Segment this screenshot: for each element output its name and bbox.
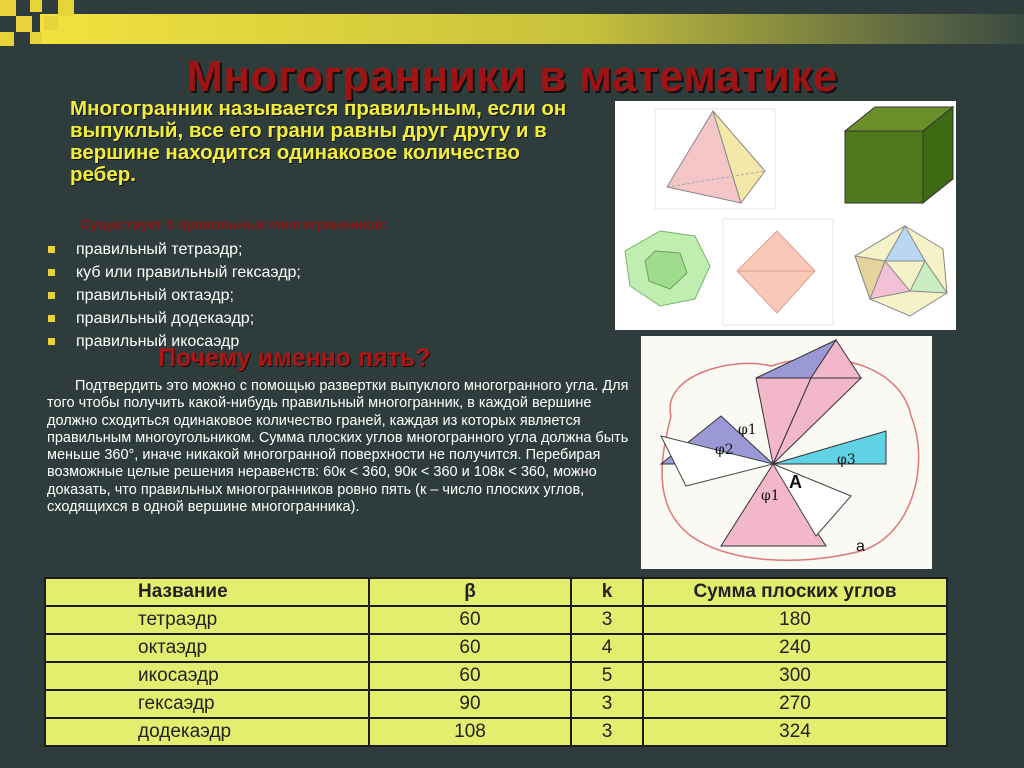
exists-heading: Существует 5 правильных многогранников: bbox=[80, 216, 388, 232]
tetrahedron-icon bbox=[655, 109, 775, 209]
why-heading: Почему именно пять? bbox=[158, 344, 431, 372]
polyhedra-image bbox=[615, 101, 956, 330]
diagram-caption: a bbox=[856, 538, 865, 555]
definition-text: Многогранник называется правильным, если он выпуклый, все его грани равны друг другу и в вершине находится одинаковое количество ребер. bbox=[70, 97, 567, 186]
list-item-label: правильный тетраэдр; bbox=[76, 241, 243, 258]
list-item bbox=[46, 284, 301, 307]
list-item bbox=[46, 261, 301, 284]
phi3-label: φ3 bbox=[837, 452, 856, 468]
cell-sum: 180 bbox=[643, 606, 947, 634]
cell-k: 4 bbox=[571, 634, 643, 662]
cell-sum: 324 bbox=[643, 718, 947, 746]
cell-beta: 60 bbox=[369, 634, 571, 662]
table-row bbox=[45, 634, 947, 662]
cell-name: икосаэдр bbox=[45, 662, 369, 690]
cell-k: 3 bbox=[571, 718, 643, 746]
cell-sum: 270 bbox=[643, 690, 947, 718]
phi1-label: φ1 bbox=[738, 422, 757, 438]
cell-name: додекаэдр bbox=[45, 718, 369, 746]
phi2-label: φ2 bbox=[715, 442, 734, 458]
cell-sum: 300 bbox=[643, 662, 947, 690]
header-sum: Сумма плоских углов bbox=[643, 578, 947, 606]
bullet-icon bbox=[48, 338, 55, 345]
list-item-label: правильный октаэдр; bbox=[76, 287, 234, 304]
list-item-label: правильный икосаэдр bbox=[76, 333, 240, 350]
table-row bbox=[45, 690, 947, 718]
cube-icon bbox=[845, 107, 953, 203]
table-row bbox=[45, 718, 947, 746]
bullet-icon bbox=[48, 269, 55, 276]
table-header-row bbox=[45, 578, 947, 606]
vertex-net-diagram bbox=[641, 336, 932, 569]
table-row bbox=[45, 606, 947, 634]
icosahedron-icon bbox=[855, 226, 947, 316]
bullet-icon bbox=[48, 246, 55, 253]
list-item-label: куб или правильный гексаэдр; bbox=[76, 264, 301, 281]
phi1-bottom-label: φ1 bbox=[761, 488, 780, 504]
polyhedra-table bbox=[44, 577, 948, 747]
cell-k: 3 bbox=[571, 606, 643, 634]
polyhedra-list bbox=[46, 238, 301, 353]
header-k: k bbox=[571, 578, 643, 606]
list-item bbox=[46, 238, 301, 261]
cell-beta: 90 bbox=[369, 690, 571, 718]
vertex-a-label: A bbox=[789, 472, 802, 492]
cell-name: тетраэдр bbox=[45, 606, 369, 634]
top-decoration-bar bbox=[0, 0, 1024, 46]
cell-k: 5 bbox=[571, 662, 643, 690]
cell-sum: 240 bbox=[643, 634, 947, 662]
cell-k: 3 bbox=[571, 690, 643, 718]
bullet-icon bbox=[48, 292, 55, 299]
cell-name: октаэдр bbox=[45, 634, 369, 662]
table-row bbox=[45, 662, 947, 690]
bullet-icon bbox=[48, 315, 55, 322]
explanation-text: Подтвердить это можно с помощью развертки выпуклого многогранного угла. Для того чтобы получить какой-нибудь правильный многогранник, в каждой вершине должно сходиться одинаковое количество граней, каждая из которых является правильным многоугольником. Сумма плоских углов многогранного угла должна быть меньше 360°, иначе никакой многогранной поверхности не получится. Перебирая возможные целые решения неравенств: 60к < 360, 90к < 360 и 108к < 360, можно доказать, что правильных многогранников ровно пять (к – число плоских углов, сходящихся в одной вершине многогранника). bbox=[47, 378, 629, 516]
header-name: Название bbox=[45, 578, 369, 606]
list-item bbox=[46, 307, 301, 330]
list-item-label: правильный додекаэдр; bbox=[76, 310, 255, 327]
cell-beta: 60 bbox=[369, 606, 571, 634]
dodecahedron-icon bbox=[625, 231, 710, 306]
octahedron-icon bbox=[723, 219, 833, 325]
cell-beta: 108 bbox=[369, 718, 571, 746]
cell-name: гексаэдр bbox=[45, 690, 369, 718]
slide-title: Многогранники в математике bbox=[186, 52, 838, 101]
cell-beta: 60 bbox=[369, 662, 571, 690]
header-beta: β bbox=[369, 578, 571, 606]
